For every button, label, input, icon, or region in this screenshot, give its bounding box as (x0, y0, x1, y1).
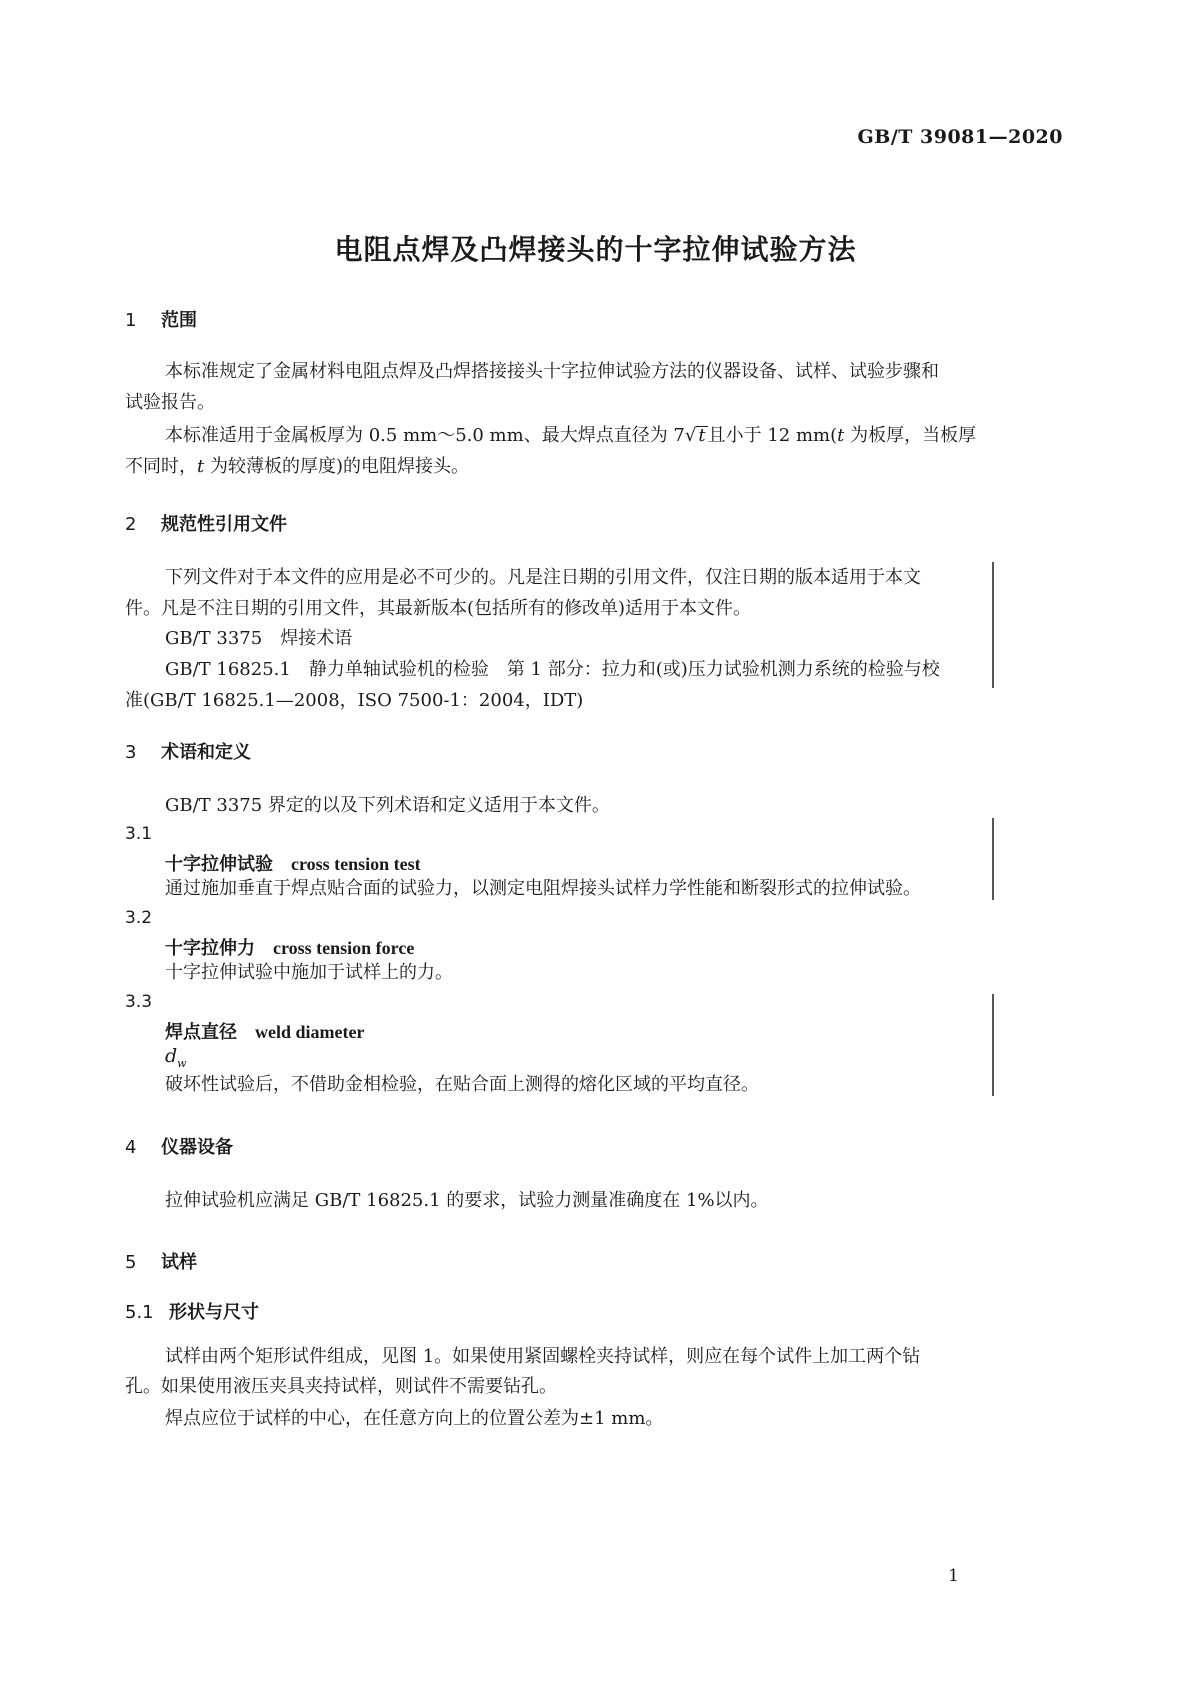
page-title: 电阻点焊及凸焊接头的十字拉伸试验方法 (334, 233, 857, 266)
reference-item: 准(GB/T 16825.1—2008，ISO 7500-1：2004，IDT) (125, 690, 584, 711)
section-number: 4 (125, 1137, 137, 1158)
section-title: 仪器设备 (161, 1137, 233, 1158)
term-number: 3.2 (125, 908, 153, 928)
section-3-heading (125, 738, 251, 764)
section-number: 5 (125, 1252, 137, 1273)
term-definition: 破坏性试验后，不借助金相检验，在贴合面上测得的熔化区域的平均直径。 (165, 1074, 759, 1095)
section-title: 术语和定义 (161, 742, 251, 763)
change-bar (992, 562, 994, 688)
paragraph-line: 不同时，t 为较薄板的厚度)的电阻焊接头。 (125, 456, 469, 477)
paragraph-line: 试验报告。 (125, 392, 215, 413)
paragraph-line: 孔。如果使用液压夹具夹持试样，则试件不需要钻孔。 (125, 1376, 557, 1397)
section-title: 范围 (161, 310, 197, 331)
term-title: 十字拉伸力 cross tension force (165, 938, 415, 959)
reference-item: GB/T 16825.1 静力单轴试验机的检验 第 1 部分：拉力和(或)压力试验机测力系统的检验与校 (165, 659, 940, 680)
term-number: 3.3 (125, 992, 153, 1012)
paragraph-line: 焊点应位于试样的中心，在任意方向上的位置公差为±1 mm。 (165, 1408, 664, 1429)
subsection-5-1-heading (125, 1298, 259, 1324)
term-symbol: $d_w$ (165, 1045, 187, 1070)
change-bar (992, 994, 994, 1096)
term-number: 3.1 (125, 824, 153, 844)
subsection-number: 5.1 (125, 1302, 154, 1323)
reference-item: GB/T 3375 焊接术语 (165, 628, 353, 649)
section-number: 3 (125, 742, 137, 763)
subsection-title: 形状与尺寸 (169, 1302, 259, 1323)
change-bar (992, 818, 994, 900)
section-title: 试样 (161, 1252, 197, 1273)
paragraph-line: 试样由两个矩形试件组成，见图 1。如果使用紧固螺栓夹持试样，则应在每个试件上加工两个钻 (165, 1346, 921, 1367)
section-5-heading (125, 1248, 197, 1274)
section-1-heading (125, 306, 197, 332)
paragraph-line: 件。凡是不注日期的引用文件，其最新版本(包括所有的修改单)适用于本文件。 (125, 598, 752, 619)
section-number: 2 (125, 514, 137, 535)
page-number: 1 (948, 1566, 959, 1586)
paragraph-line: 本标准适用于金属板厚为 0.5 mm～5.0 mm、最大焊点直径为 7√ t 且小于 12 mm(t 为板厚，当板厚 (165, 425, 977, 446)
paragraph-line: 下列文件对于本文件的应用是必不可少的。凡是注日期的引用文件，仅注日期的版本适用于本文 (165, 567, 921, 588)
section-2-heading (125, 510, 287, 536)
term-definition: 通过施加垂直于焊点贴合面的试验力，以测定电阻焊接头试样力学性能和断裂形式的拉伸试验。 (165, 878, 921, 899)
paragraph-line: 本标准规定了金属材料电阻点焊及凸焊搭接接头十字拉伸试验方法的仪器设备、试样、试验步骤和 (165, 361, 939, 382)
paragraph-line: GB/T 3375 界定的以及下列术语和定义适用于本文件。 (165, 795, 610, 816)
term-title: 焊点直径 weld diameter (165, 1022, 365, 1043)
section-4-heading (125, 1133, 233, 1159)
term-definition: 十字拉伸试验中施加于试样上的力。 (165, 962, 453, 983)
term-title: 十字拉伸试验 cross tension test (165, 854, 421, 875)
standard-number: GB/T 39081—2020 (857, 126, 1063, 148)
section-number: 1 (125, 310, 137, 331)
section-title: 规范性引用文件 (161, 514, 287, 535)
paragraph-line: 拉伸试验机应满足 GB/T 16825.1 的要求，试验力测量准确度在 1%以内。 (165, 1190, 769, 1211)
